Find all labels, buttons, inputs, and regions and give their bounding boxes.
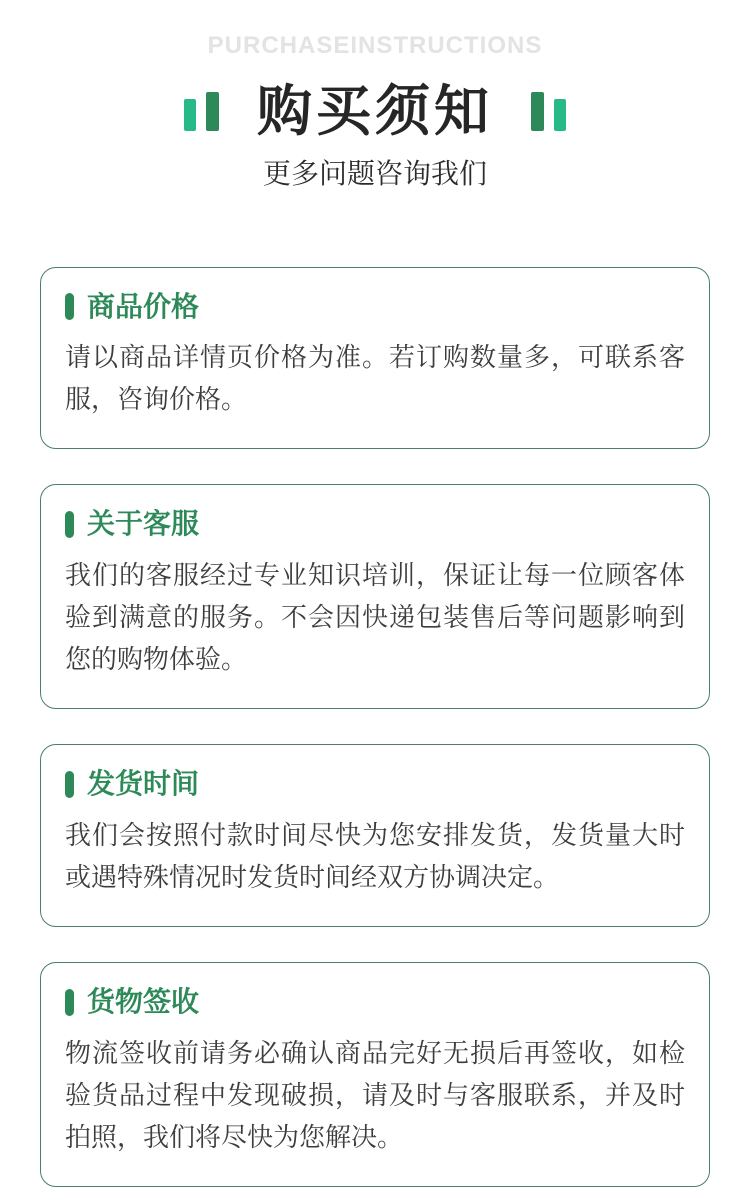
card-title-marker-icon <box>65 511 74 538</box>
title-accent-bars-right-icon <box>531 92 566 131</box>
accent-bar-tall-icon <box>206 92 219 131</box>
card-body: 物流签收前请务必确认商品完好无损后再签收，如检验货品过程中发现破损，请及时与客服联系，并及时拍照，我们将尽快为您解决。 <box>65 1037 685 1152</box>
card-header <box>65 509 685 540</box>
card-body: 我们会按照付款时间尽快为您安排发货，发货量大时或遇特殊情况时发货时间经双方协调决定。 <box>65 819 685 892</box>
title-accent-bars-left-icon <box>184 92 219 131</box>
card-title: 关于客服 <box>87 508 200 540</box>
card-title: 货物签收 <box>87 985 200 1017</box>
notice-card-list <box>0 267 750 1187</box>
page-title: 购买须知 <box>256 80 493 142</box>
card-title-marker-icon <box>65 771 74 798</box>
card-title: 商品价格 <box>87 290 200 322</box>
card-body: 请以商品详情页价格为准。若订购数量多，可联系客服，咨询价格。 <box>65 342 685 415</box>
page-subtitle: 更多问题咨询我们 <box>262 158 487 189</box>
card-header <box>65 292 685 323</box>
card-header <box>65 769 685 800</box>
notice-card-goods-receipt <box>40 962 710 1187</box>
card-title-marker-icon <box>65 293 74 320</box>
card-body: 我们的客服经过专业知识培训，保证让每一位顾客体验到满意的服务。不会因快递包装售后等问题影响到您的购物体验。 <box>65 560 685 675</box>
accent-bar-short-icon <box>184 99 196 131</box>
accent-bar-tall-icon <box>531 92 544 131</box>
notice-card-shipping-time <box>40 744 710 927</box>
eyebrow-text: PURCHASEINSTRUCTIONS <box>207 32 543 59</box>
accent-bar-short-icon <box>554 99 566 131</box>
page-header <box>0 0 750 191</box>
title-row <box>0 80 750 142</box>
notice-card-price <box>40 267 710 450</box>
notice-card-customer-service <box>40 484 710 709</box>
card-header <box>65 987 685 1018</box>
card-title: 发货时间 <box>87 768 200 800</box>
card-title-marker-icon <box>65 989 74 1016</box>
